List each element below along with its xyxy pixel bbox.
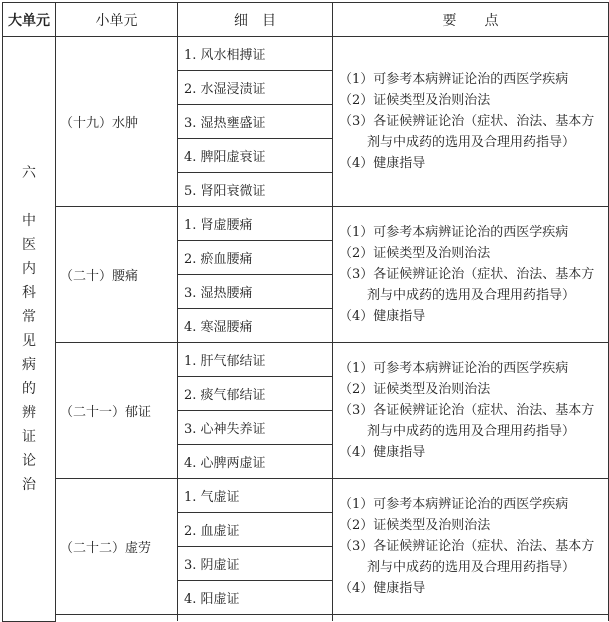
table-row bbox=[3, 479, 609, 513]
empty-cell bbox=[178, 615, 333, 622]
major-unit-title-char: 中 bbox=[22, 212, 36, 229]
detail-cell: 3. 阴虚证 bbox=[178, 547, 333, 581]
detail-cell: 2. 痰气郁结证 bbox=[178, 377, 333, 411]
detail-cell: 5. 肾阳衰微证 bbox=[178, 173, 333, 207]
table-row bbox=[3, 207, 609, 241]
key-point-line: 剂与中成药的选用及合理用药指导） bbox=[367, 424, 576, 439]
key-point-line: （3）各证候辨证论治（症状、治法、基本方 bbox=[339, 114, 595, 129]
detail-cell: 4. 心脾两虚证 bbox=[178, 445, 333, 479]
table-row bbox=[3, 343, 609, 377]
key-points-cell bbox=[333, 37, 609, 207]
key-point-line: （2）证候类型及治则治法 bbox=[339, 382, 491, 397]
key-point-line: （4）健康指导 bbox=[339, 581, 426, 596]
table-row bbox=[3, 37, 609, 71]
empty-cell bbox=[56, 615, 178, 622]
key-point-line: （1）可参考本病辨证论治的西医学疾病 bbox=[339, 497, 569, 512]
detail-cell: 2. 水湿浸渍证 bbox=[178, 71, 333, 105]
detail-cell: 3. 湿热壅盛证 bbox=[178, 105, 333, 139]
major-unit-title-char: 辨 bbox=[22, 404, 36, 421]
key-point-line: （2）证候类型及治则治法 bbox=[339, 518, 491, 533]
header-key-points: 要 点 bbox=[333, 3, 609, 37]
major-unit-title-char: 的 bbox=[22, 380, 36, 397]
major-unit-title-char: 论 bbox=[22, 452, 36, 469]
minor-unit-cell: （二十）腰痛 bbox=[56, 207, 178, 343]
major-unit-title-char: 证 bbox=[22, 428, 36, 445]
major-unit-title-char: 病 bbox=[22, 356, 36, 373]
detail-cell: 1. 肝气郁结证 bbox=[178, 343, 333, 377]
key-point-line: （1）可参考本病辨证论治的西医学疾病 bbox=[339, 72, 569, 87]
minor-unit-cell: （二十二）虚劳 bbox=[56, 479, 178, 615]
detail-cell: 1. 风水相搏证 bbox=[178, 37, 333, 71]
header-detail: 细 目 bbox=[178, 3, 333, 37]
detail-cell: 4. 脾阳虚衰证 bbox=[178, 139, 333, 173]
major-unit-title-char: 科 bbox=[22, 284, 36, 301]
key-point-line: （3）各证候辨证论治（症状、治法、基本方 bbox=[339, 539, 595, 554]
key-points-cell bbox=[333, 343, 609, 479]
table-row-continued bbox=[3, 615, 609, 622]
major-unit-title-char: 治 bbox=[22, 476, 36, 493]
empty-cell bbox=[333, 615, 609, 622]
key-point-line: （1）可参考本病辨证论治的西医学疾病 bbox=[339, 225, 569, 240]
key-points-cell bbox=[333, 207, 609, 343]
key-point-line: （2）证候类型及治则治法 bbox=[339, 93, 491, 108]
detail-cell: 2. 血虚证 bbox=[178, 513, 333, 547]
detail-cell: 4. 阳虚证 bbox=[178, 581, 333, 615]
header-major-unit: 大单元 bbox=[3, 3, 56, 37]
table-body bbox=[3, 37, 609, 622]
minor-unit-cell: （二十一）郁证 bbox=[56, 343, 178, 479]
major-unit-title-char: 常 bbox=[22, 308, 36, 325]
key-point-line: （4）健康指导 bbox=[339, 309, 426, 324]
key-points-cell bbox=[333, 479, 609, 615]
major-unit-title-char: 见 bbox=[22, 332, 36, 349]
major-unit-number: 六 bbox=[22, 164, 36, 181]
key-point-line: （4）健康指导 bbox=[339, 156, 426, 171]
key-point-line: （3）各证候辨证论治（症状、治法、基本方 bbox=[339, 403, 595, 418]
detail-cell: 2. 瘀血腰痛 bbox=[178, 241, 333, 275]
key-point-line: （3）各证候辨证论治（症状、治法、基本方 bbox=[339, 267, 595, 282]
key-point-line: （1）可参考本病辨证论治的西医学疾病 bbox=[339, 361, 569, 376]
detail-cell: 1. 气虚证 bbox=[178, 479, 333, 513]
detail-cell: 3. 湿热腰痛 bbox=[178, 275, 333, 309]
key-point-line: （2）证候类型及治则治法 bbox=[339, 246, 491, 261]
key-point-line: 剂与中成药的选用及合理用药指导） bbox=[367, 135, 576, 150]
detail-cell: 4. 寒湿腰痛 bbox=[178, 309, 333, 343]
syllabus-table bbox=[2, 2, 609, 622]
key-point-line: 剂与中成药的选用及合理用药指导） bbox=[367, 560, 576, 575]
detail-cell: 1. 肾虚腰痛 bbox=[178, 207, 333, 241]
major-unit-cell bbox=[3, 37, 56, 622]
minor-unit-cell: （十九）水肿 bbox=[56, 37, 178, 207]
detail-cell: 3. 心神失养证 bbox=[178, 411, 333, 445]
header-minor-unit: 小单元 bbox=[56, 3, 178, 37]
major-unit-title-char: 内 bbox=[22, 260, 36, 277]
major-unit-title-char: 医 bbox=[22, 236, 36, 253]
table-header-row bbox=[3, 3, 609, 37]
key-point-line: 剂与中成药的选用及合理用药指导） bbox=[367, 288, 576, 303]
key-point-line: （4）健康指导 bbox=[339, 445, 426, 460]
